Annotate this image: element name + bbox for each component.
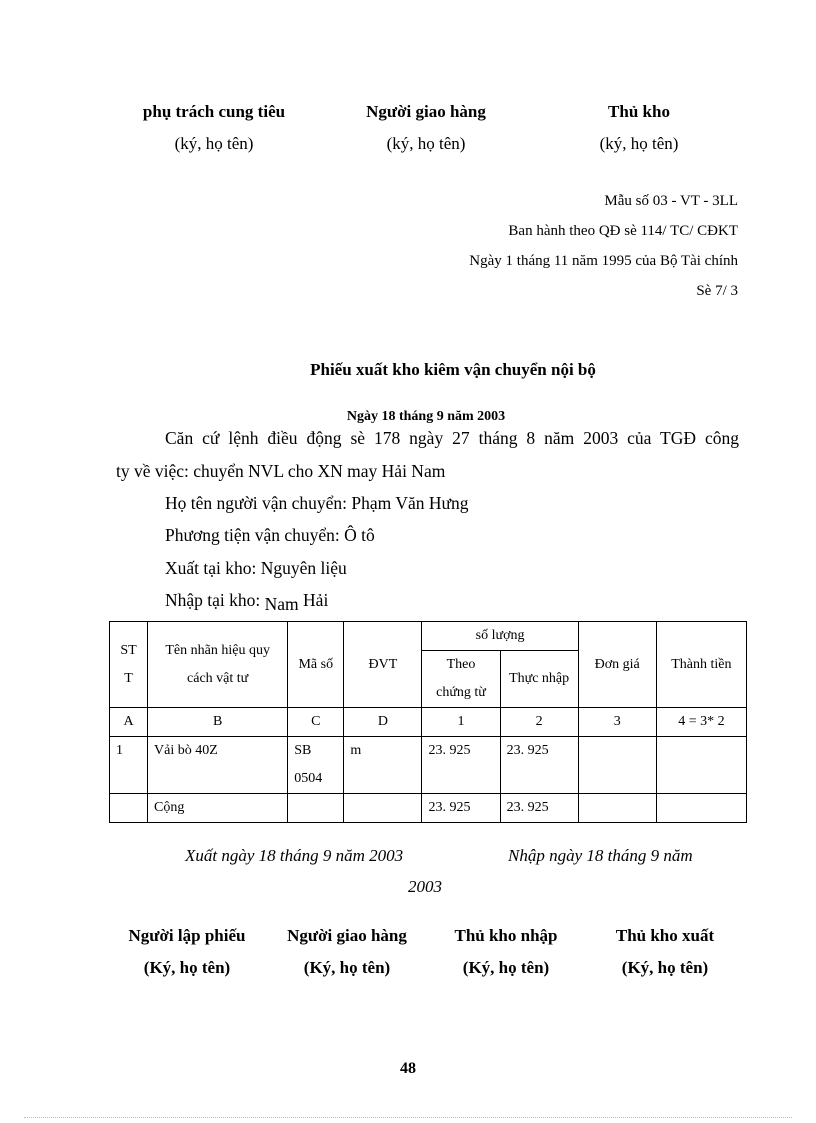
code-cell: A xyxy=(110,708,148,737)
sig-preparer-title: Người lập phiếu xyxy=(128,926,246,945)
sig-supply-note: (ký, họ tên) xyxy=(174,134,254,153)
sig-storekeeper-title: Thủ kho xyxy=(608,102,670,121)
row-qty-doc: 23. 925 xyxy=(422,737,500,794)
sig-deliverer-title: Người giao hàng xyxy=(366,102,486,121)
import-date: Nhập ngày 18 tháng 9 năm xyxy=(508,846,693,865)
table-sum-row xyxy=(110,794,747,823)
code-cell: B xyxy=(148,708,288,737)
from-warehouse-line: Xuất tại kho: Nguyên liệu xyxy=(165,558,347,578)
row-total xyxy=(656,737,746,794)
sig-export-keeper-note: (Ký, họ tên) xyxy=(621,958,709,977)
row-code: SB 0504 xyxy=(288,737,344,794)
header-qty-doc: Theo chứng từ xyxy=(422,651,500,708)
row-qty-real: 23. 925 xyxy=(500,737,578,794)
header-total: Thành tiền xyxy=(656,622,746,708)
document-date: Ngày 18 tháng 9 năm 2003 xyxy=(346,409,506,424)
sum-name: Cộng xyxy=(148,794,288,823)
row-price xyxy=(578,737,656,794)
vehicle-line: Phương tiện vận chuyển: Ô tô xyxy=(165,525,375,545)
page-bottom-rule xyxy=(24,1117,792,1118)
export-date: Xuất ngày 18 tháng 9 năm 2003 xyxy=(185,846,404,865)
code-cell: 3 xyxy=(578,708,656,737)
table-row xyxy=(110,737,747,794)
body-line-1: Căn cứ lệnh điều động sè 178 ngày 27 tháng 8 năm 2003 của TGĐ công xyxy=(165,428,739,448)
sig-storekeeper-note: (ký, họ tên) xyxy=(599,134,679,153)
page-number: 48 xyxy=(400,1060,416,1077)
to-warehouse-line xyxy=(165,590,329,614)
form-issue-date: Ngày 1 tháng 11 năm 1995 của Bộ Tài chính xyxy=(469,253,738,269)
code-cell: D xyxy=(344,708,422,737)
sig-export-keeper-title: Thủ kho xuất xyxy=(615,926,715,945)
header-qty-real: Thực nhập xyxy=(500,651,578,708)
header-quantity: số lượng xyxy=(422,622,578,651)
row-unit: m xyxy=(344,737,422,794)
form-number: Sè 7/ 3 xyxy=(696,283,738,299)
header-code: Mã số xyxy=(288,622,344,708)
form-decision: Ban hành theo QĐ sè 114/ TC/ CĐKT xyxy=(508,223,738,239)
sum-unit xyxy=(344,794,422,823)
header-unit: ĐVT xyxy=(344,622,422,708)
header-name: Tên nhãn hiệu quy cách vật tư xyxy=(148,622,288,708)
to-warehouse-label: Nhập tại kho: xyxy=(165,590,261,610)
to-warehouse-part1: Nam xyxy=(264,594,299,614)
sum-qty-doc: 23. 925 xyxy=(422,794,500,823)
row-stt: 1 xyxy=(110,737,148,794)
document-title: Phiếu xuất kho kiêm vận chuyển nội bộ xyxy=(310,360,596,379)
code-cell: 1 xyxy=(422,708,500,737)
sig-supply-title: phụ trách cung tiêu xyxy=(142,102,286,121)
sum-price xyxy=(578,794,656,823)
sum-code xyxy=(288,794,344,823)
sig-deliverer2-note: (Ký, họ tên) xyxy=(303,958,391,977)
carrier-line: Họ tên người vận chuyển: Phạm Văn Hưng xyxy=(165,493,469,513)
goods-table xyxy=(109,621,747,823)
sig-import-keeper-title: Thủ kho nhập xyxy=(454,926,558,945)
sum-qty-real: 23. 925 xyxy=(500,794,578,823)
code-cell: 2 xyxy=(500,708,578,737)
code-cell: 4 = 3* 2 xyxy=(656,708,746,737)
import-date-year: 2003 xyxy=(408,877,442,896)
sig-preparer-note: (Ký, họ tên) xyxy=(143,958,231,977)
header-stt: ST T xyxy=(110,622,148,708)
code-cell: C xyxy=(288,708,344,737)
sig-import-keeper-note: (Ký, họ tên) xyxy=(462,958,550,977)
header-price: Đơn giá xyxy=(578,622,656,708)
form-template: Mẫu số 03 - VT - 3LL xyxy=(604,193,738,209)
to-warehouse-part2: Hải xyxy=(303,590,329,610)
sig-deliverer-note: (ký, họ tên) xyxy=(386,134,466,153)
sig-deliverer2-title: Người giao hàng xyxy=(287,926,407,945)
row-name: Vải bò 40Z xyxy=(148,737,288,794)
sum-total xyxy=(656,794,746,823)
sum-stt xyxy=(110,794,148,823)
form-info xyxy=(469,186,738,306)
body-line-2: ty về việc: chuyển NVL cho XN may Hải Nam xyxy=(116,461,446,481)
